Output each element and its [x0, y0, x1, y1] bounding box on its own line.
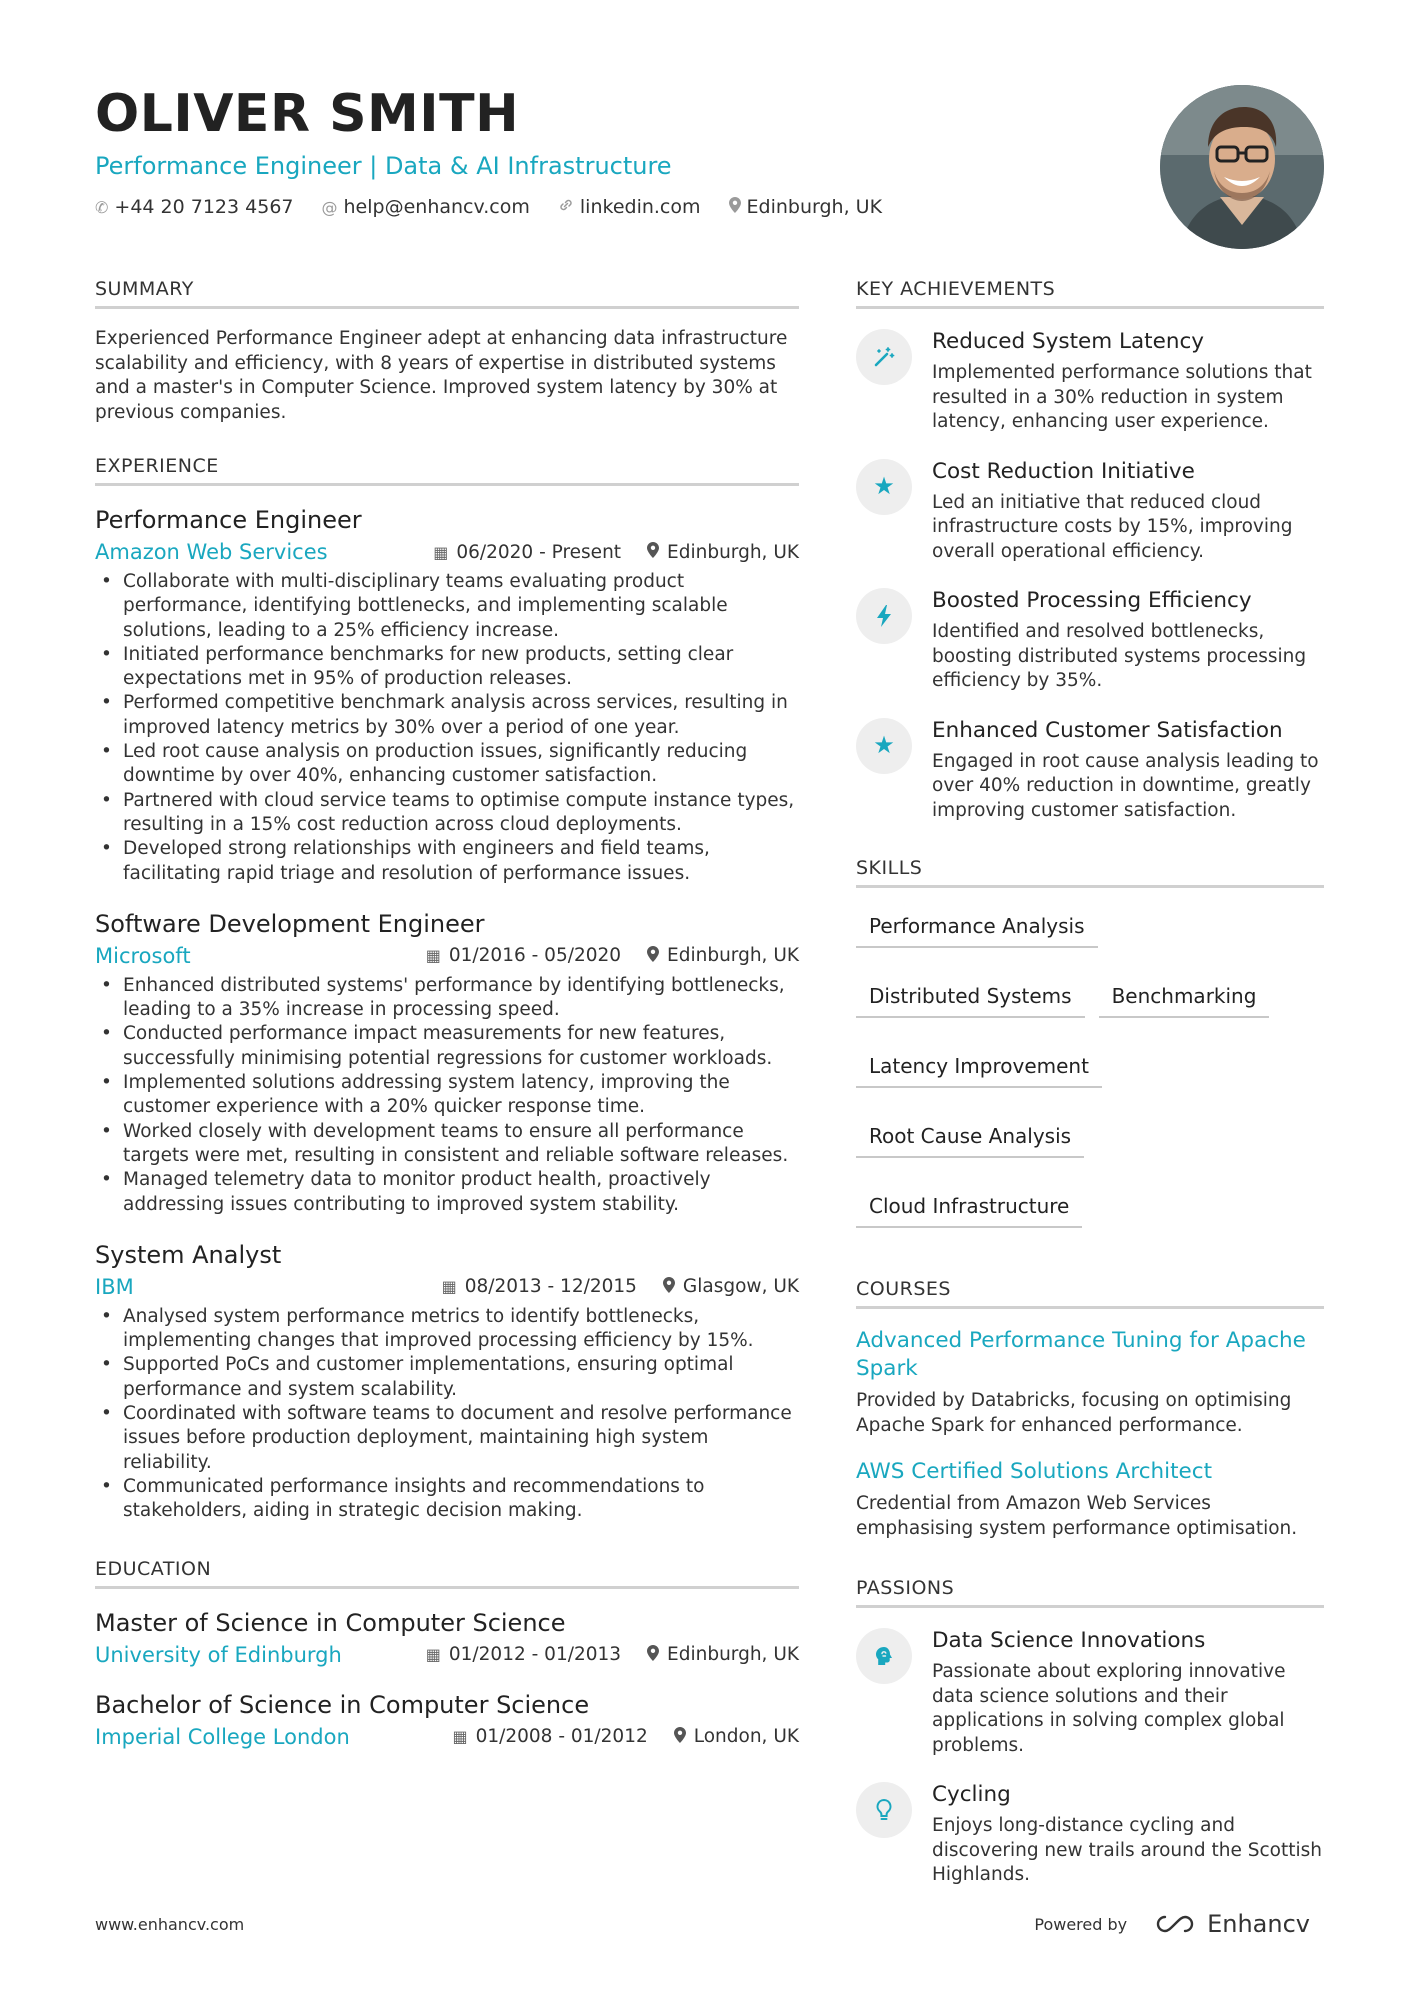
calendar-icon: ▦ [441, 1277, 457, 1297]
job-location [663, 1276, 799, 1297]
skill-tag: Distributed Systems [856, 976, 1085, 1018]
achievement-item [856, 716, 1324, 824]
passion-item [856, 1780, 1324, 1888]
candidate-headline: Performance Engineer | Data & AI Infrastructure [95, 152, 672, 180]
bullet-item: • Collaborate with multi-disciplinary teams evaluating product performance, identifying bottlenecks, and implementing scalable solutions, leading to a 25% efficiency increase. [95, 570, 799, 643]
achievements-heading: KEY ACHIEVEMENTS [856, 278, 1324, 309]
achievements-section [856, 278, 1324, 823]
skills-list [856, 906, 1324, 1228]
linkedin-text[interactable]: linkedin.com [579, 196, 701, 218]
company-name: IBM [95, 1274, 134, 1299]
calendar-icon: ▦ [433, 542, 449, 562]
achievement-body [932, 716, 1324, 824]
bullet-item: • Initiated performance benchmarks for new products, setting clear expectations met in 95% of production releases. [95, 643, 799, 692]
passion-item [856, 1626, 1324, 1758]
company-name: Amazon Web Services [95, 540, 328, 564]
degree-title: Bachelor of Science in Computer Science [95, 1690, 590, 1719]
passion-title: Cycling [932, 1782, 1011, 1807]
bullet-item: • Managed telemetry data to monitor product health, proactively addressing issues contributing to improved system stability. [95, 1168, 799, 1217]
passions-section [856, 1577, 1324, 1888]
skills-heading: SKILLS [856, 857, 1324, 888]
education-location [647, 1644, 799, 1665]
education-entry [95, 1607, 799, 1667]
job-meta-right [433, 542, 799, 563]
course-desc: Provided by Databricks, focusing on optimising Apache Spark for enhanced performance. [856, 1390, 1292, 1436]
passion-body [932, 1626, 1324, 1758]
achievement-title: Boosted Processing Efficiency [932, 588, 1252, 613]
link-icon [558, 197, 574, 217]
education-meta-right [452, 1726, 799, 1747]
education-heading: EDUCATION [95, 1558, 799, 1589]
bullet-item: • Coordinated with software teams to document and resolve performance issues before production deployment, maintaining high system reliability. [95, 1402, 799, 1475]
education-location [674, 1726, 799, 1747]
education-dates-text: 01/2008 - 01/2012 [475, 1726, 648, 1747]
education-dates [452, 1726, 647, 1747]
summary-heading: SUMMARY [95, 278, 799, 309]
phone-text: +44 20 7123 4567 [114, 196, 294, 218]
course-item [856, 1327, 1324, 1438]
job-bullets [95, 1305, 799, 1524]
course-title[interactable]: Advanced Performance Tuning for Apache Spark [856, 1328, 1306, 1381]
location-pin-icon [729, 197, 741, 217]
skills-section [856, 857, 1324, 1228]
summary-section [95, 278, 799, 425]
calendar-icon: ▦ [425, 946, 441, 966]
job-entry [95, 504, 799, 886]
skill-tag: Root Cause Analysis [856, 1116, 1084, 1158]
job-dates-text: 08/2013 - 12/2015 [464, 1276, 637, 1298]
bullet-item: • Communicated performance insights and recommendations to stakeholders, aiding in strategic decision making. [95, 1475, 799, 1524]
phone-icon: ✆ [95, 197, 109, 217]
education-location-text: London, UK [693, 1726, 799, 1747]
job-location [647, 945, 799, 966]
location-pin-icon [647, 1645, 659, 1665]
passions-heading: PASSIONS [856, 1577, 1324, 1608]
lightning-icon [856, 588, 912, 644]
education-location-text: Edinburgh, UK [667, 1644, 799, 1665]
passion-body [932, 1780, 1324, 1888]
contact-location [729, 196, 883, 218]
location-pin-icon [647, 542, 659, 562]
right-column [856, 278, 1324, 1918]
job-title: System Analyst [95, 1240, 282, 1269]
star-icon: ★ [856, 459, 912, 515]
bullet-item: • Led root cause analysis on production issues, significantly reducing downtime by over 40%, enhancing customer satisfaction. [95, 740, 799, 789]
passion-desc: Passionate about exploring innovative data science solutions and their applications in solving complex global problems. [932, 1661, 1286, 1756]
courses-section [856, 1278, 1324, 1541]
achievement-body [932, 327, 1324, 435]
skill-tag: Cloud Infrastructure [856, 1186, 1082, 1228]
education-meta [95, 1725, 799, 1749]
course-title[interactable]: AWS Certified Solutions Architect [856, 1459, 1213, 1484]
bullet-item: • Worked closely with development teams to ensure all performance targets were met, resulting in consistent and reliable software releases. [95, 1120, 799, 1169]
job-dates-text: 06/2020 - Present [456, 541, 622, 563]
contact-row [95, 196, 1155, 218]
achievement-item [856, 457, 1324, 565]
achievement-body [932, 457, 1324, 565]
job-meta [95, 540, 799, 564]
company-name: Microsoft [95, 943, 191, 968]
page-footer [95, 1910, 1310, 1938]
contact-phone [95, 196, 294, 218]
achievement-desc: Identified and resolved bottlenecks, boosting distributed systems processing efficiency by 35%. [932, 621, 1307, 691]
bullet-item: • Implemented solutions addressing system latency, improving the customer experience with a 20% quicker response time. [95, 1071, 799, 1120]
location-pin-icon [674, 1727, 686, 1747]
achievement-item [856, 327, 1324, 435]
email-text[interactable]: help@enhancv.com [343, 196, 530, 218]
job-bullets [95, 570, 799, 886]
school-name: University of Edinburgh [95, 1642, 342, 1667]
job-location-text: Glasgow, UK [682, 1276, 799, 1298]
bullet-item: • Performed competitive benchmark analysis across services, resulting in improved latency metrics by 30% over a period of one year. [95, 691, 799, 740]
job-meta [95, 944, 799, 968]
education-dates-text: 01/2012 - 01/2013 [448, 1644, 622, 1665]
achievement-title: Reduced System Latency [932, 329, 1204, 354]
enhancv-logo[interactable] [1151, 1910, 1310, 1938]
bullet-item: • Developed strong relationships with engineers and field teams, facilitating rapid triage and resolution of performance issues. [95, 837, 799, 886]
achievement-desc: Implemented performance solutions that resulted in a 30% reduction in system latency, enhancing user experience. [932, 362, 1312, 432]
degree-title: Master of Science in Computer Science [95, 1608, 566, 1637]
location-pin-icon [663, 1277, 675, 1297]
powered-by [1034, 1910, 1310, 1938]
job-location [647, 542, 799, 563]
resume-header [95, 80, 1155, 218]
course-desc: Credential from Amazon Web Services emphasising system performance optimisation. [856, 1493, 1298, 1539]
skill-tag: Latency Improvement [856, 1046, 1102, 1088]
powered-by-label: Powered by [1034, 1914, 1128, 1934]
calendar-icon: ▦ [425, 1645, 441, 1664]
job-location-text: Edinburgh, UK [667, 945, 799, 967]
education-entry [95, 1689, 799, 1749]
brand-name: Enhancv [1207, 1910, 1310, 1938]
passion-title: Data Science Innovations [932, 1628, 1206, 1653]
job-dates [426, 945, 621, 966]
job-meta-right [442, 1276, 799, 1297]
job-meta [95, 1275, 799, 1299]
education-meta [95, 1643, 799, 1667]
left-column [95, 278, 799, 1779]
achievement-title: Cost Reduction Initiative [932, 458, 1195, 484]
bullet-item: • Conducted performance impact measurements for new features, successfully minimising potential regressions for customer workloads. [95, 1022, 799, 1071]
bullet-item: • Enhanced distributed systems' performance by identifying bottlenecks, leading to a 35% increase in processing speed. [95, 974, 799, 1023]
bullet-item: • Partnered with cloud service teams to optimise compute instance types, resulting in a 15% cost reduction across cloud deployments. [95, 789, 799, 838]
job-location-text: Edinburgh, UK [667, 541, 799, 563]
location-text: Edinburgh, UK [746, 196, 883, 218]
job-title: Software Development Engineer [95, 909, 485, 938]
achievement-item [856, 586, 1324, 694]
skill-tag: Benchmarking [1099, 976, 1270, 1018]
star-icon: ★ [856, 718, 912, 774]
profile-photo [1160, 85, 1324, 249]
courses-heading: COURSES [856, 1278, 1324, 1309]
lightbulb-icon [856, 1782, 912, 1838]
achievement-desc: Led an initiative that reduced cloud infrastructure costs by 15%, improving overall operational efficiency. [932, 491, 1293, 562]
contact-email[interactable] [322, 196, 530, 218]
achievement-desc: Engaged in root cause analysis leading to over 40% reduction in downtime, greatly improving customer satisfaction. [932, 750, 1319, 821]
experience-heading: EXPERIENCE [95, 455, 799, 486]
job-meta-right [426, 945, 799, 966]
bullet-item: • Supported PoCs and customer implementations, ensuring optimal performance and system scalability. [95, 1353, 799, 1402]
at-icon: @ [321, 197, 338, 217]
calendar-icon: ▦ [452, 1727, 468, 1746]
candidate-name: OLIVER SMITH [95, 84, 520, 144]
education-meta-right [426, 1644, 799, 1665]
job-dates [433, 542, 621, 563]
magic-wand-icon [856, 329, 912, 385]
achievement-body [932, 586, 1324, 694]
brain-icon [856, 1628, 912, 1684]
job-dates-text: 01/2016 - 05/2020 [448, 945, 622, 967]
location-pin-icon [647, 946, 659, 966]
education-dates [426, 1644, 621, 1665]
job-entry [95, 908, 799, 1217]
achievement-title: Enhanced Customer Satisfaction [932, 717, 1283, 743]
passion-desc: Enjoys long-distance cycling and discovering new trails around the Scottish Highlands. [932, 1815, 1322, 1885]
course-item [856, 1458, 1324, 1541]
school-name: Imperial College London [95, 1724, 350, 1749]
summary-text: Experienced Performance Engineer adept at enhancing data infrastructure scalability and efficiency, with 8 years of expertise in distributed systems and a master's in Computer Science. Improved system latency by 30% at previous companies. [95, 328, 788, 423]
bullet-item: • Analysed system performance metrics to identify bottlenecks, implementing changes that improved processing efficiency by 15%. [95, 1305, 799, 1354]
experience-section [95, 455, 799, 1524]
job-bullets [95, 974, 799, 1217]
job-dates [442, 1276, 637, 1297]
job-title: Performance Engineer [95, 506, 362, 534]
skill-tag: Performance Analysis [856, 906, 1098, 948]
contact-linkedin[interactable] [558, 196, 701, 218]
job-entry [95, 1239, 799, 1524]
footer-url[interactable]: www.enhancv.com [95, 1914, 245, 1934]
enhancv-logo-icon [1151, 1912, 1199, 1936]
education-section [95, 1558, 799, 1749]
